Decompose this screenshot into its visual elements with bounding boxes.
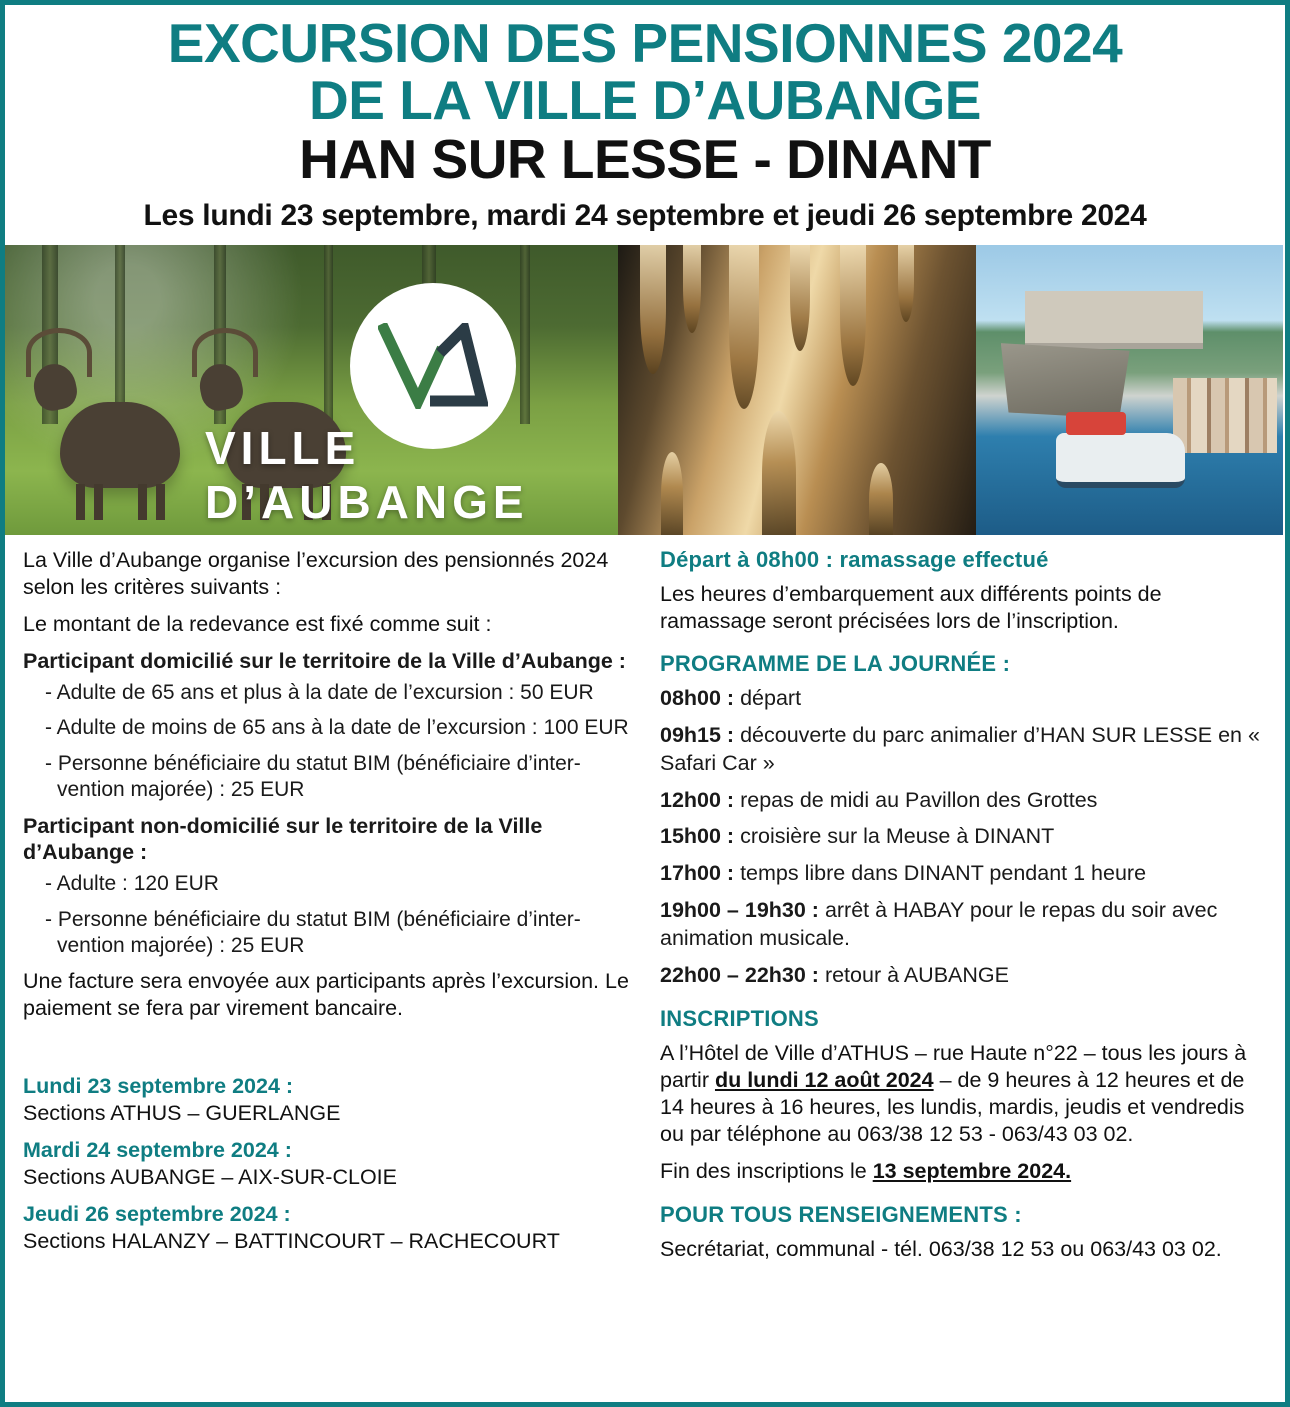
program-time: 15h00 : <box>660 824 735 849</box>
day-title: Mardi 24 septembre 2024 : <box>23 1138 292 1163</box>
departure-text: Les heures d’embarquement aux différents points de ramassage seront précisées lors de l’inscription. <box>660 581 1162 633</box>
fee-section-1-title: Participant domicilié sur le territoire de la Ville d’Aubange : <box>23 648 626 673</box>
fee-section-1-list <box>23 680 630 803</box>
program-time: 08h00 : <box>660 685 735 710</box>
program-text: départ <box>734 685 802 710</box>
title-line-1: EXCURSION DES PENSIONNES 2024 <box>167 12 1123 74</box>
day-title: Lundi 23 septembre 2024 : <box>23 1074 294 1099</box>
intro-paragraph-1: La Ville d’Aubange organise l’excursion des pensionnés 2024 selon les critères suivants : <box>23 547 609 599</box>
deer-forest-photo <box>5 245 618 535</box>
title-line-3: HAN SUR LESSE - DINANT <box>299 128 991 191</box>
fee-section-2-list <box>23 871 630 959</box>
program-text: temps libre dans DINANT pendant 1 heure <box>734 861 1147 886</box>
info-title: POUR TOUS RENSEIGNEMENTS : <box>660 1201 1022 1227</box>
day-block-tuesday <box>23 1138 630 1190</box>
intro-paragraph-2: Le montant de la redevance est fixé comme suit : <box>23 611 492 636</box>
list-item: - Personne bénéficiaire du statut BIM (bénéficiaire d’inter-vention majorée) : 25 EUR <box>45 907 581 957</box>
aubange-logo-text: VILLE D’AUBANGE <box>205 421 529 528</box>
program-text: découverte du parc animalier d’HAN SUR LESSE en « Safari Car » <box>660 722 1260 775</box>
fee-section-2-title: Participant non-domicilié sur le territoire de la Ville d’Aubange : <box>23 814 543 865</box>
program-text: arrêt à HABAY pour le repas du soir avec animation musicale. <box>660 898 1218 951</box>
deadline-label: Fin des inscriptions le <box>660 1159 873 1184</box>
day-block-monday <box>23 1074 630 1126</box>
spacer <box>23 1032 630 1074</box>
inscriptions-title: INSCRIPTIONS <box>660 1006 819 1032</box>
invoice-note: Une facture sera envoyée aux participants après l’excursion. Le paiement se fera par virement bancaire. <box>23 969 629 1021</box>
poster-body <box>5 535 1285 1273</box>
program-item <box>660 897 1267 953</box>
program-time: 17h00 : <box>660 861 735 886</box>
program-title: PROGRAMME DE LA JOURNÉE : <box>660 650 1011 676</box>
deadline-date: 13 septembre 2024. <box>872 1159 1072 1184</box>
right-column <box>654 547 1267 1273</box>
program-text: repas de midi au Pavillon des Grottes <box>734 787 1098 812</box>
title-line-2: DE LA VILLE D’AUBANGE <box>309 69 981 132</box>
left-column <box>23 547 636 1273</box>
program-item <box>660 685 1267 713</box>
program-text: retour à AUBANGE <box>818 963 1009 988</box>
list-item: - Adulte : 120 EUR <box>45 872 219 896</box>
image-banner <box>5 245 1283 535</box>
dinant-photo <box>976 245 1283 535</box>
list-item: - Personne bénéficiaire du statut BIM (bénéficiaire d’inter-vention majorée) : 25 EUR <box>45 751 581 801</box>
program-item <box>660 722 1267 778</box>
inscriptions-start-date: du lundi 12 août 2024 <box>714 1068 934 1093</box>
cave-photo <box>618 245 976 535</box>
day-title: Jeudi 26 septembre 2024 : <box>23 1202 291 1227</box>
inscriptions-text-a: A l’Hôtel de Ville d’ATHUS – rue Haute n°22 – tous les jours à partir <box>660 1041 1247 1093</box>
program-time: 22h00 – 22h30 : <box>660 963 819 988</box>
program-item <box>660 962 1267 990</box>
day-sections: Sections AUBANGE – AIX-SUR-CLOIE <box>23 1165 397 1190</box>
program-time: 12h00 : <box>660 787 735 812</box>
program-item <box>660 823 1267 851</box>
day-block-thursday <box>23 1202 630 1254</box>
departure-title: Départ à 08h00 : ramassage effectué <box>660 546 1049 572</box>
info-text: Secrétariat, communal - tél. 063/38 12 53 ou 063/43 03 02. <box>660 1236 1222 1261</box>
program-time: 09h15 : <box>660 722 735 747</box>
inscriptions-text-b: – de 9 heures à 12 heures et de 14 heures à 16 heures, les lundis, mardis, jeudis et vendredis ou par téléphone au 063/38 12 53 - 063/43 03 02. <box>660 1068 1245 1147</box>
program-item <box>660 787 1267 815</box>
list-item: - Adulte de moins de 65 ans à la date de l’excursion : 100 EUR <box>45 716 629 740</box>
program-item <box>660 860 1267 888</box>
list-item: - Adulte de 65 ans et plus à la date de l’excursion : 50 EUR <box>45 681 594 705</box>
program-text: croisière sur la Meuse à DINANT <box>734 824 1055 849</box>
poster-header <box>5 5 1285 239</box>
day-sections: Sections HALANZY – BATTINCOURT – RACHECOURT <box>23 1229 560 1254</box>
poster-subtitle: Les lundi 23 septembre, mardi 24 septembre et jeudi 26 septembre 2024 <box>143 198 1147 232</box>
inscriptions-text <box>660 1040 1267 1148</box>
program-time: 19h00 – 19h30 : <box>660 898 819 923</box>
deadline-line <box>660 1158 1267 1185</box>
day-sections: Sections ATHUS – GUERLANGE <box>23 1101 341 1126</box>
